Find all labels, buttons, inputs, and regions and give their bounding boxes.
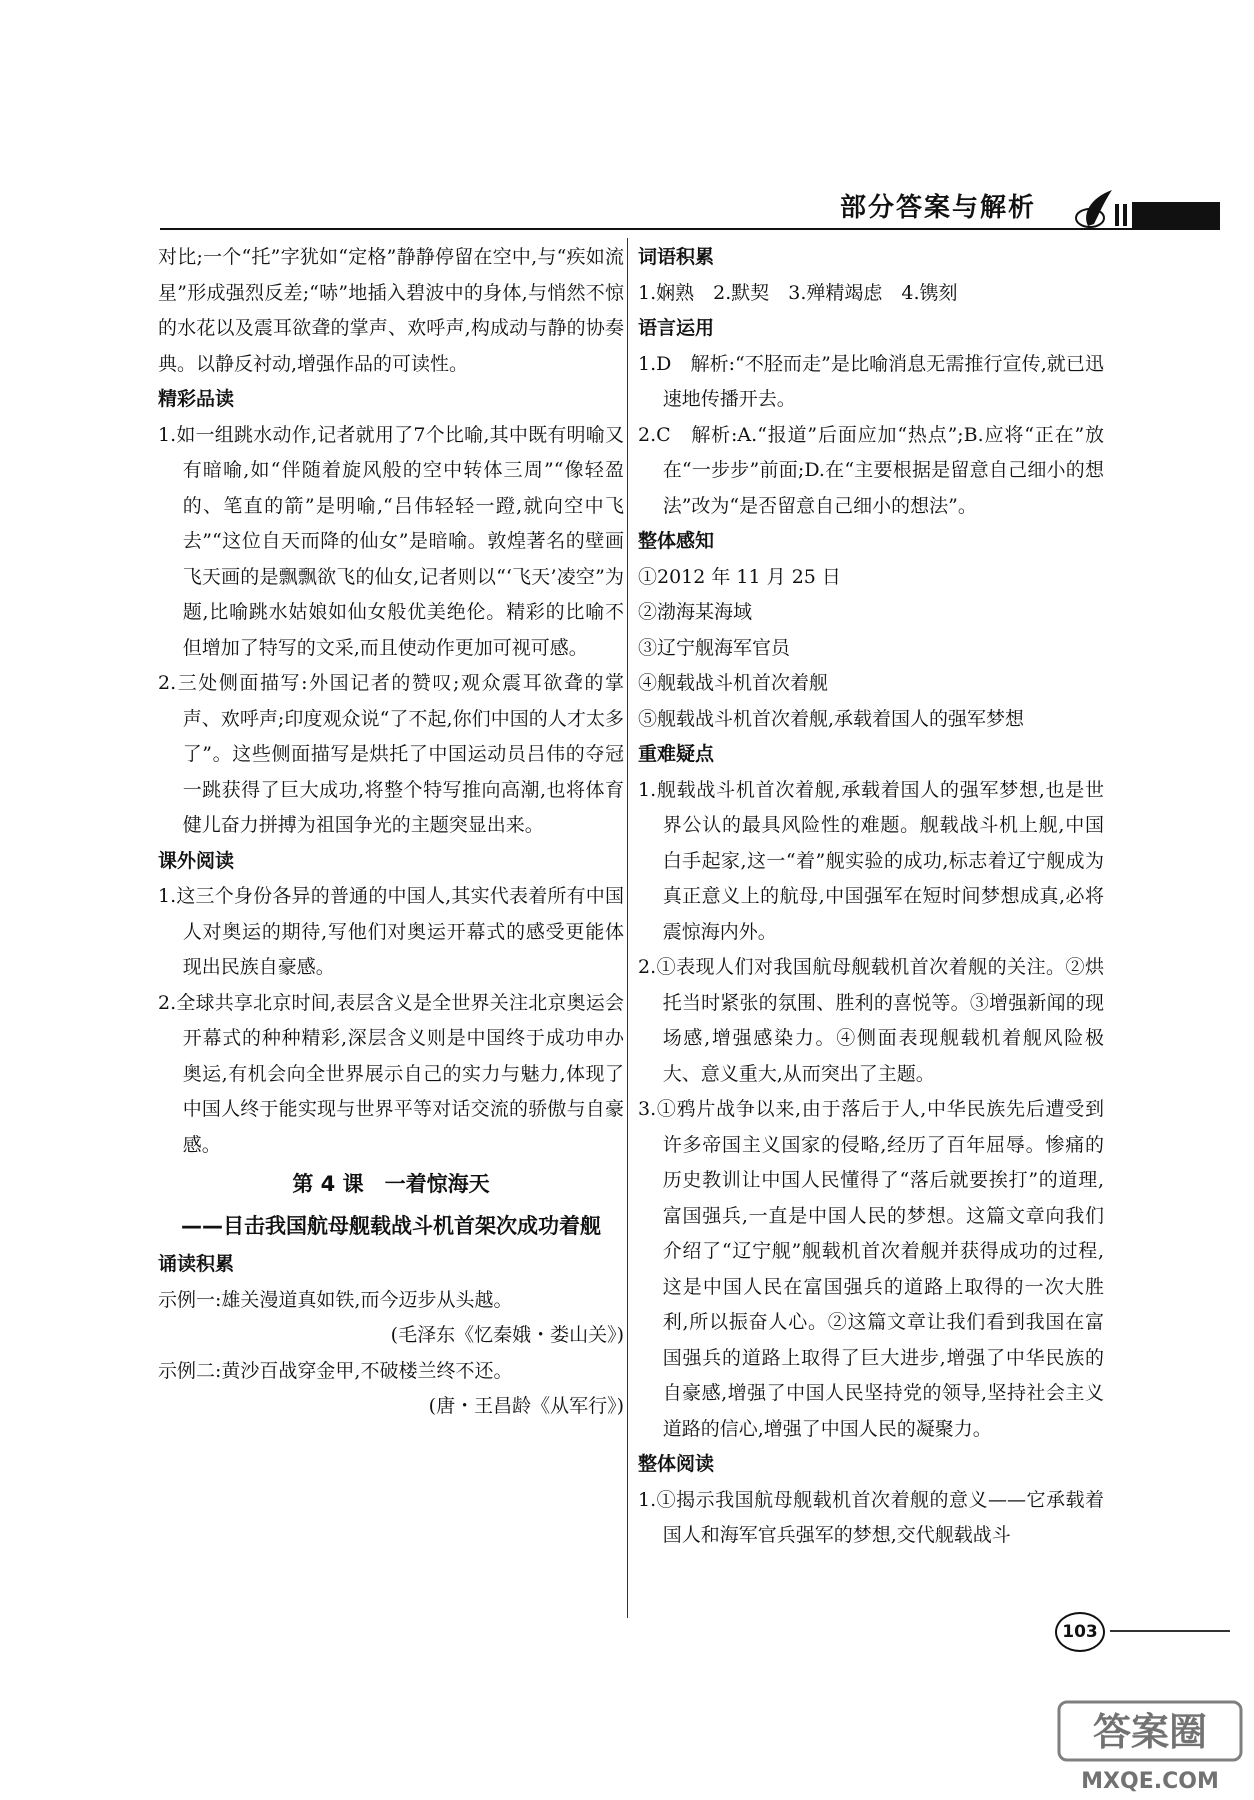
paragraph: ②渤海某海域 — [638, 601, 753, 623]
watermark-bottom: MXQE.COM — [1081, 1769, 1219, 1794]
answer-item: 1.①揭示我国航母舰载机首次着舰的意义——它承载着国人和海军官兵强军的梦想,交代舰载战斗 — [638, 1488, 1104, 1546]
lesson-title: ——目击我国航母舰载战斗机首架次成功着舰 — [181, 1214, 601, 1238]
answer-item: 1.D 解析:“不胫而走”是比喻消息无需推行宣传,就已迅速地传播开去。 — [638, 352, 1104, 410]
answer-item: 2.C 解析:A.“报道”后面应加“热点”;B.应将“正在”放在“一步步”前面;D.在“主要根据是留意自己细小的想法”改为“是否留意自己细小的想法”。 — [638, 423, 1104, 517]
answer-item: 2.三处侧面描写:外国记者的赞叹;观众震耳欲聋的掌声、欢呼声;印度观众说“了不起,你们中国的人才太多了”。这些侧面描写是烘托了中国运动员吕伟的夺冠一跳获得了巨大成功,将整个特写推向高潮,也将体育健儿奋力拼搏为祖国争光的主题突显出来。 — [158, 672, 624, 836]
section-heading: 课外阅读 — [158, 849, 235, 872]
paragraph: 1.娴熟 2.默契 3.殚精竭虑 4.镌刻 — [638, 281, 958, 304]
paragraph: (毛泽东《忆秦娥・娄山关》) — [390, 1324, 624, 1346]
page-number: 103 — [1055, 1612, 1105, 1652]
section-heading: 词语积累 — [638, 246, 715, 268]
section-heading: 语言运用 — [638, 317, 715, 339]
watermark-top: 答案圈 — [1092, 1710, 1208, 1754]
paragraph: ①2012 年 11 月 25 日 — [638, 565, 841, 588]
answer-item: 1.如一组跳水动作,记者就用了7个比喻,其中既有明喻又有暗喻,如“伴随着旋风般的空中转体三周”“像轻盈的、笔直的箭”是明喻,“吕伟轻轻一蹬,就向空中飞去”“这位自天而降的仙女”是暗喻。敦煌著名的壁画飞天画的是飘飘欲飞的仙女,记者则以“‘飞天’凌空”为题,比喻跳水姑娘如仙女般优美绝伦。精彩的比喻不但增加了特写的文采,而且使动作更加可视可感。 — [158, 423, 624, 659]
answer-item: 3.①鸦片战争以来,由于落后于人,中华民族先后遭受到许多帝国主义国家的侵略,经历了百年屈辱。惨痛的历史教训让中国人民懂得了“落后就要挨打”的道理,富国强兵,一直是中国人民的梦想。这篇文章向我们介绍了“辽宁舰”舰载机首次着舰并获得成功的过程,这是中国人民在富国强兵的道路上取得的一次大胜利,所以振奋人心。②这篇文章让我们看到我国在富国强兵的道路上取得了巨大进步,增强了中华民族的自豪感,增强了中国人民坚持党的领导,坚持社会主义道路的信心,增强了中国人民的凝聚力。 — [638, 1098, 1104, 1440]
answer-item: 1.舰载战斗机首次着舰,承载着国人的强军梦想,也是世界公认的最具风险性的难题。舰载战斗机上舰,中国白手起家,这一“着”舰实验的成功,标志着辽宁舰成为真正意义上的航母,中国强军在短时间梦想成真,必将震惊海内外。 — [638, 778, 1104, 943]
section-heading: 整体阅读 — [638, 1453, 715, 1475]
paragraph: ④舰载战斗机首次着舰 — [638, 672, 829, 694]
paragraph: ⑤舰载战斗机首次着舰,承载着国人的强军梦想 — [638, 707, 1025, 730]
header-rule — [160, 228, 1220, 230]
right-column — [638, 240, 1104, 1554]
section-heading: 精彩品读 — [158, 388, 235, 410]
paragraph: 示例二:黄沙百战穿金甲,不破楼兰终不还。 — [158, 1359, 513, 1382]
page-header — [160, 190, 1220, 230]
section-heading: 诵读积累 — [158, 1253, 235, 1275]
watermark-logo — [1055, 1700, 1245, 1795]
answer-item: 1.这三个身份各异的普通的中国人,其实代表着所有中国人对奥运的期待,写他们对奥运开幕式的感受更能体现出民族自豪感。 — [158, 885, 624, 978]
page-number-rule — [1110, 1630, 1230, 1632]
quill-pen-icon — [1060, 190, 1220, 228]
answer-item: 2.①表现人们对我国航母舰载机首次着舰的关注。②烘托当时紧张的氛围、胜利的喜悦等。③增强新闻的现场感,增强感染力。④侧面表现舰载机着舰风险极大、意义重大,从而突出了主题。 — [638, 956, 1104, 1085]
paragraph: 对比;一个“托”字犹如“定格”静静停留在空中,与“疾如流星”形成强烈反差;“哧”地插入碧波中的身体,与悄然不惊的水花以及震耳欲聋的掌声、欢呼声,构成动与静的协奏典。以静反衬动,增强作品的可读性。 — [158, 246, 624, 375]
paragraph: ③辽宁舰海军官员 — [638, 636, 791, 659]
left-column — [158, 240, 624, 1425]
paragraph: (唐・王昌龄《从军行》) — [428, 1395, 624, 1417]
answer-item: 2.全球共享北京时间,表层含义是全世界关注北京奥运会开幕式的种种精彩,深层含义则是中国终于成功申办奥运,有机会向全世界展示自己的实力与魅力,体现了中国人终于能实现与世界平等对话交流的骄傲与自豪感。 — [158, 991, 624, 1156]
lesson-title: 第 4 课 一着惊海天 — [292, 1172, 490, 1196]
paragraph: 示例一:雄关漫道真如铁,而今迈步从头越。 — [158, 1288, 513, 1311]
header-title: 部分答案与解析 — [840, 193, 1037, 223]
column-divider — [627, 238, 628, 1618]
section-heading: 重难疑点 — [638, 743, 715, 765]
section-heading: 整体感知 — [638, 530, 715, 552]
